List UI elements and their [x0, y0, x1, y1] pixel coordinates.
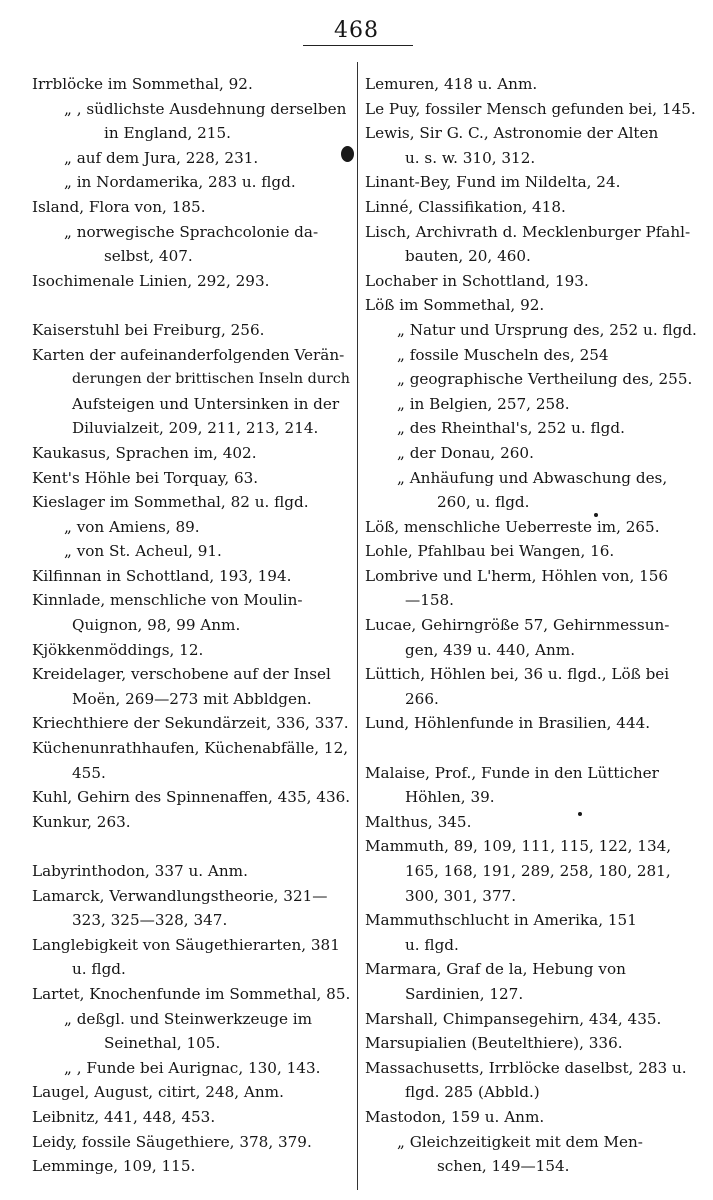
index-entry [365, 72, 705, 97]
header-rule [303, 45, 413, 46]
entry-continuation-line: flgd. 285 (Abbld.) [405, 1083, 540, 1102]
entry-line: Laugel, August, citirt, 248, Anm. [32, 1083, 284, 1102]
entry-line: „ auf dem Jura, 228, 231. [64, 148, 259, 167]
entry-line: Kaiserstuhl bei Freiburg, 256. [32, 320, 265, 339]
entry-line: Le Puy, fossiler Mensch gefunden bei, 145. [365, 99, 696, 118]
index-entry [32, 588, 352, 637]
index-subentry [32, 170, 352, 195]
index-subentry [365, 466, 705, 515]
entry-line: Karten der aufeinanderfolgenden Verän- [32, 345, 345, 364]
entry-continuation-line: u. flgd. [405, 935, 459, 954]
entry-line: Kuhl, Gehirn des Spinnenaffen, 435, 436. [32, 788, 351, 807]
index-entry [32, 1080, 352, 1105]
index-entry [365, 539, 705, 564]
index-entry [365, 269, 705, 294]
index-entry [365, 1105, 705, 1130]
index-subentry [365, 441, 705, 466]
entry-line: „ in Nordamerika, 283 u. flgd. [64, 173, 296, 192]
index-entry [32, 318, 352, 343]
entry-line: „ Anhäufung und Abwaschung des, [397, 468, 668, 487]
index-entry [32, 564, 352, 589]
index-entry [365, 293, 705, 318]
entry-line: Mammuth, 89, 109, 111, 115, 122, 134, [365, 837, 672, 856]
entry-line: Langlebigkeit von Säugethierarten, 381 [32, 935, 340, 954]
entry-line: „ in Belgien, 257, 258. [397, 394, 570, 413]
index-subentry [365, 416, 705, 441]
entry-line: Löß im Sommethal, 92. [365, 296, 545, 315]
entry-continuation-line: gen, 439 u. 440, Anm. [405, 640, 576, 659]
index-subentry [32, 539, 352, 564]
entry-line: „ Natur und Ursprung des, 252 u. flgd. [397, 320, 697, 339]
entry-line: Lohle, Pfahlbau bei Wangen, 16. [365, 542, 615, 561]
entry-line: Küchenunrathhaufen, Küchenabfälle, 12, [32, 739, 349, 758]
entry-continuation-line: Diluvialzeit, 209, 211, 213, 214. [72, 419, 319, 438]
entry-line: Leidy, fossile Säugethiere, 378, 379. [32, 1132, 312, 1151]
index-subentry [365, 343, 705, 368]
index-entry [365, 711, 705, 736]
entry-line: Linant-Bey, Fund im Nildelta, 24. [365, 173, 621, 192]
entry-continuation-line: Aufsteigen und Untersinken in der [72, 394, 340, 413]
entry-line: Lucae, Gehirngröße 57, Gehirnmessun- [365, 616, 670, 635]
entry-line: Massachusetts, Irrblöcke daselbst, 283 u. [365, 1058, 687, 1077]
entry-continuation-line: 300, 301, 377. [405, 886, 517, 905]
entry-continuation-line: derungen der brittischen Inseln durch [72, 371, 350, 388]
entry-continuation-line: Quignon, 98, 99 Anm. [72, 616, 241, 635]
entry-line: Kjökkenmöddings, 12. [32, 640, 204, 659]
index-entry [32, 269, 352, 294]
index-subentry [32, 220, 352, 269]
ink-speck [594, 513, 598, 517]
entry-line: Malthus, 345. [365, 812, 472, 831]
index-entry [32, 933, 352, 982]
entry-line: Lund, Höhlenfunde in Brasilien, 444. [365, 714, 651, 733]
entry-line: Kilfinnan in Schottland, 193, 194. [32, 566, 292, 585]
entry-continuation-line: Seinethal, 105. [104, 1034, 221, 1053]
index-entry [32, 466, 352, 491]
entry-line: Kreidelager, verschobene auf der Insel [32, 665, 331, 684]
entry-continuation-line: schen, 149—154. [437, 1157, 570, 1176]
entry-continuation-line: 165, 168, 191, 289, 258, 180, 281, [405, 862, 671, 880]
entry-line: Kaukasus, Sprachen im, 402. [32, 443, 257, 462]
entry-continuation-line: 455. [72, 763, 106, 782]
index-subentry [365, 318, 705, 343]
entry-line: Kriechthiere der Sekundärzeit, 336, 337. [32, 714, 349, 733]
index-entry [32, 343, 352, 441]
entry-line: Marshall, Chimpansegehirn, 434, 435. [365, 1009, 662, 1028]
index-entry [32, 859, 352, 884]
index-subentry [32, 1007, 352, 1056]
entry-continuation-line: Sardinien, 127. [405, 984, 524, 1003]
entry-line: Kinnlade, menschliche von Moulin- [32, 591, 303, 610]
index-entry [32, 736, 352, 785]
index-subentry [365, 1130, 705, 1179]
entry-line: „ geographische Vertheilung des, 255. [397, 370, 693, 389]
index-subentry [365, 367, 705, 392]
index-subentry [32, 97, 352, 146]
entry-line: „ , Funde bei Aurignac, 130, 143. [64, 1058, 321, 1077]
entry-line: Lemminge, 109, 115. [32, 1157, 196, 1176]
index-subentry [32, 515, 352, 540]
entry-line: „ Gleichzeitigkeit mit dem Men- [397, 1132, 643, 1151]
column-divider [357, 62, 358, 1190]
entry-line: Lochaber in Schottland, 193. [365, 271, 589, 290]
entry-line: „ von St. Acheul, 91. [64, 542, 222, 561]
index-entry [365, 97, 705, 122]
entry-line: „ deßgl. und Steinwerkzeuge im [64, 1009, 313, 1028]
entry-line: „ norwegische Sprachcolonie da- [64, 222, 319, 241]
index-entry [365, 662, 705, 711]
entry-continuation-line: 260, u. flgd. [437, 493, 530, 512]
entry-line: Mastodon, 159 u. Anm. [365, 1107, 545, 1126]
entry-line: „ fossile Muscheln des, 254 [397, 345, 609, 364]
entry-line: Malaise, Prof., Funde in den Lütticher [365, 763, 659, 782]
index-entry [32, 195, 352, 220]
section-gap [32, 834, 352, 859]
index-entry [32, 441, 352, 466]
index-subentry [32, 146, 352, 171]
index-entry [365, 613, 705, 662]
index-entry [32, 785, 352, 810]
index-entry [365, 564, 705, 613]
entry-line: Lombrive und L'herm, Höhlen von, 156 [365, 566, 669, 585]
index-entry [32, 1105, 352, 1130]
index-entry [365, 220, 705, 269]
index-entry [365, 515, 705, 540]
entry-line: Kent's Höhle bei Torquay, 63. [32, 468, 259, 487]
entry-line: Kieslager im Sommethal, 82 u. flgd. [32, 493, 309, 512]
index-entry [32, 490, 352, 515]
index-entry [32, 711, 352, 736]
entry-line: Isochimenale Linien, 292, 293. [32, 271, 270, 290]
index-entry [365, 121, 705, 170]
entry-line: Island, Flora von, 185. [32, 197, 206, 216]
entry-line: Löß, menschliche Ueberreste im, 265. [365, 517, 660, 536]
entry-line: Marmara, Graf de la, Hebung von [365, 960, 626, 979]
entry-line: Irrblöcke im Sommethal, 92. [32, 75, 253, 93]
index-entry [32, 1154, 352, 1179]
index-column-right [365, 72, 705, 1179]
entry-line: Lamarck, Verwandlungstheorie, 321— [32, 886, 328, 905]
entry-continuation-line: Moën, 269—273 mit Abbldgen. [72, 689, 312, 708]
ink-speck [578, 812, 582, 816]
index-entry [365, 761, 705, 810]
entry-line: Kunkur, 263. [32, 812, 131, 831]
index-column-left [32, 72, 352, 1179]
entry-line: Mammuthschlucht in Amerika, 151 [365, 911, 637, 930]
index-entry [365, 170, 705, 195]
entry-continuation-line: u. s. w. 310, 312. [405, 148, 536, 167]
index-subentry [32, 1056, 352, 1081]
section-gap [365, 736, 705, 761]
index-entry [32, 884, 352, 933]
index-entry [32, 72, 352, 97]
entry-line: „ , südlichste Ausdehnung derselben [64, 99, 347, 118]
index-entry [365, 1007, 705, 1032]
ink-blot [341, 146, 354, 162]
entry-continuation-line: in England, 215. [104, 124, 231, 143]
index-entry [365, 810, 705, 835]
entry-line: Lüttich, Höhlen bei, 36 u. flgd., Löß bei [365, 665, 670, 684]
index-entry [365, 834, 705, 908]
entry-continuation-line: 266. [405, 689, 439, 708]
entry-line: „ des Rheinthal's, 252 u. flgd. [397, 419, 625, 438]
entry-line: Linné, Classifikation, 418. [365, 197, 566, 216]
index-entry [365, 1031, 705, 1056]
index-entry [32, 638, 352, 663]
index-entry [365, 908, 705, 957]
index-entry [32, 810, 352, 835]
entry-line: Lartet, Knochenfunde im Sommethal, 85. [32, 984, 351, 1003]
entry-continuation-line: Höhlen, 39. [405, 788, 495, 807]
entry-line: Lisch, Archivrath d. Mecklenburger Pfahl- [365, 222, 691, 241]
entry-line: „ der Donau, 260. [397, 443, 534, 462]
index-entry [365, 1056, 705, 1105]
index-entry [365, 195, 705, 220]
section-gap [32, 293, 352, 318]
entry-line: Leibnitz, 441, 448, 453. [32, 1107, 216, 1126]
entry-line: Marsupialien (Beutelthiere), 336. [365, 1034, 623, 1053]
entry-line: Labyrinthodon, 337 u. Anm. [32, 862, 248, 880]
index-entry [32, 1130, 352, 1155]
entry-line: Lewis, Sir G. C., Astronomie der Alten [365, 124, 659, 143]
entry-continuation-line: —158. [405, 591, 455, 610]
entry-line: „ von Amiens, 89. [64, 517, 200, 536]
entry-continuation-line: bauten, 20, 460. [405, 247, 531, 266]
index-entry [365, 957, 705, 1006]
index-subentry [365, 392, 705, 417]
page-number: 468 [334, 18, 379, 43]
index-entry [32, 982, 352, 1007]
entry-continuation-line: 323, 325—328, 347. [72, 911, 228, 930]
entry-continuation-line: selbst, 407. [104, 247, 193, 266]
entry-line: Lemuren, 418 u. Anm. [365, 75, 538, 93]
index-entry [32, 662, 352, 711]
entry-continuation-line: u. flgd. [72, 960, 126, 979]
